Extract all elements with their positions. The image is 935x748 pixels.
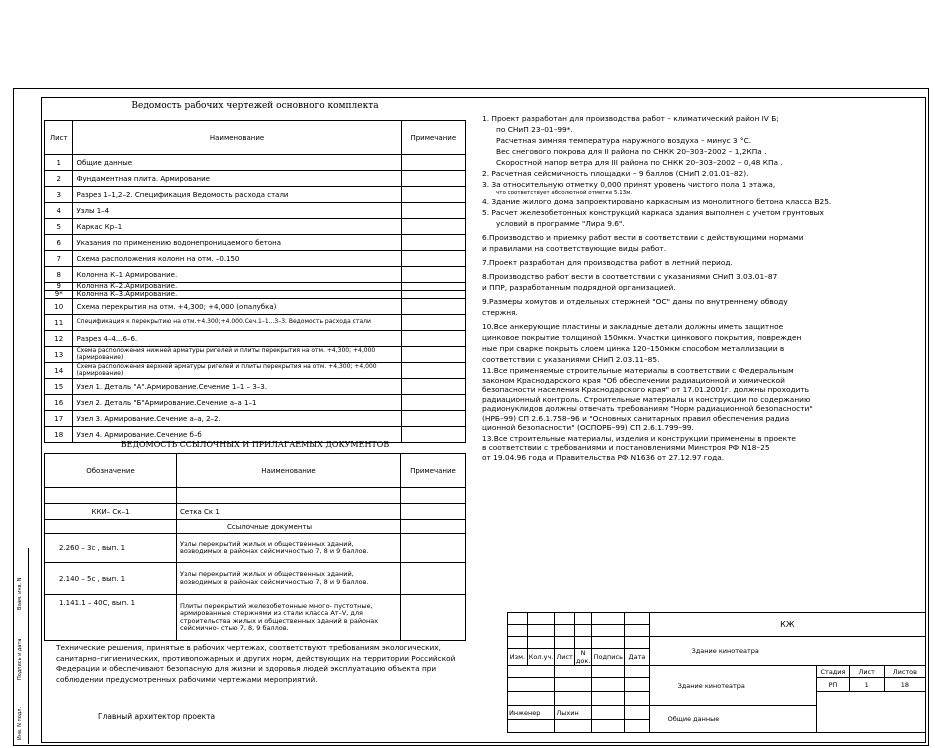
sheet-name: Спецификация к перекрытию на отм.+4.300;+4.000.Сеч.1–1...3–3. Ведомость расхода стали <box>73 315 401 331</box>
sheet-note <box>401 219 465 235</box>
sheet-number: 11 <box>45 315 73 331</box>
cell <box>508 613 528 625</box>
cell <box>508 625 528 637</box>
sheet-note <box>401 411 465 427</box>
ref-name: Плиты перекрытий железобетонные много- пустотные, армированные стержнями из стали класса Ат–V, для строительства жилых и общественных зданий в районах сейсмично- стью 7, 8, 9 баллов. <box>177 595 401 641</box>
sheet-row <box>45 331 466 347</box>
note-line: 13.Все строительные материалы, изделия и конструкции применены в проекте <box>482 433 796 443</box>
ref-code: 2.140 – 5с , вып. 1 <box>45 563 177 595</box>
sheet-name: Общие данные <box>73 155 401 171</box>
sheet-name: Узел 1. Деталь "А".Армирование.Сечение 1–1 – 3–3. <box>73 379 401 395</box>
code-cell: КЖ <box>649 613 925 637</box>
sheet-row <box>45 379 466 395</box>
sheet-row <box>45 203 466 219</box>
note-line: безопасности населения Краснодарского края" от 17.01.2001г. должны проходить <box>482 385 810 394</box>
cell <box>574 637 591 649</box>
sheet-number: 7 <box>45 251 73 267</box>
note-line: 8.Производство работ вести в соответствии с указаниями СНиП 3.03.01–87 <box>482 272 778 281</box>
note-line: радиационный контроль. Строительные материалы и конструкции по содержанию <box>482 394 811 404</box>
note-line: 10.Все анкерующие пластины и закладные детали должны иметь защитное <box>482 322 784 331</box>
sheet-list-title: Ведомость рабочих чертежей основного комплекта <box>131 101 379 111</box>
sheet-number: 12 <box>45 331 73 347</box>
cell <box>592 706 625 720</box>
tb-row <box>508 613 926 625</box>
note-line: ные при сварке покрыть слоем цинка 120–150мкм способом металлизации в <box>482 344 785 353</box>
cell <box>401 504 466 520</box>
cell <box>592 625 625 637</box>
sheet-row <box>45 171 466 187</box>
sheet-number: 10 <box>45 299 73 315</box>
ref-row <box>45 595 466 641</box>
cell <box>401 534 466 563</box>
note-line: условий в программе "Лира 9.6". <box>496 219 625 228</box>
ref-docs <box>44 437 466 641</box>
ref-docs-header <box>45 454 466 488</box>
note-line: 2. Расчетная сейсмичность площадки – 9 баллов (СНиП 2.01.01–82). <box>482 169 749 178</box>
sheet-note <box>401 315 465 331</box>
sheet-number: 5 <box>45 219 73 235</box>
sheets-value: 18 <box>884 678 925 692</box>
cell <box>625 666 649 678</box>
cell <box>592 637 625 649</box>
sheet-number: 4 <box>45 203 73 219</box>
sheet-number: 9 <box>45 283 73 291</box>
sheet-note <box>401 235 465 251</box>
sheet-number: 16 <box>45 395 73 411</box>
general-notes <box>482 113 922 462</box>
ref-col-name: Наименование <box>177 454 401 488</box>
section-label: Ссылочные документы <box>177 520 401 534</box>
rev-h: Изм. <box>508 649 528 666</box>
sheet-row <box>45 219 466 235</box>
sheet-name: Узел 3. Армирование.Сечение а–а, 2–2. <box>73 411 401 427</box>
sheet-number: 2 <box>45 171 73 187</box>
engineer-role: Инженер <box>508 706 555 720</box>
cell <box>555 666 592 678</box>
side-label-sign: Подпись и дата <box>17 638 23 680</box>
cell <box>555 678 592 692</box>
col-name: Наименование <box>73 121 401 155</box>
note-line: Вес снегового покрова для II района по СНКК 20–303–2002 – 1,2КПа . <box>496 147 767 156</box>
ref-row <box>45 534 466 563</box>
sheet-name: Разрез 4–4...6–6. <box>73 331 401 347</box>
rev-h: Кол.уч. <box>527 649 555 666</box>
cell <box>508 666 555 678</box>
sheet-list <box>44 98 466 443</box>
note-line: Скоростной напор ветра для III района по СНКК 20–303–2002 – 0,48 КПа . <box>496 158 783 167</box>
sheet-name: Колонна К–1 Армирование. <box>73 267 401 283</box>
tb-row <box>508 666 926 678</box>
cell <box>592 666 625 678</box>
attached-code: ККИ– Ск–1 <box>45 504 177 520</box>
cell <box>401 595 466 641</box>
sheet-note <box>401 395 465 411</box>
sheet-note <box>401 347 465 363</box>
note-line: 11.Все применяемые строительные материалы в соответствии с Федеральным <box>482 366 794 375</box>
sheet-number: 13 <box>45 347 73 363</box>
sheet-row <box>45 411 466 427</box>
cell <box>555 613 574 625</box>
sheet-row <box>45 155 466 171</box>
note-line: 6.Производство и приемку работ вести в соответствии с действующими нормами <box>482 233 804 242</box>
sheet-row <box>45 299 466 315</box>
title-block <box>507 612 926 743</box>
sheet-title: Общие данные <box>649 706 817 733</box>
cell <box>555 625 574 637</box>
sheet-row <box>45 235 466 251</box>
sheet-name: Каркас Кр–1 <box>73 219 401 235</box>
sheet-note <box>401 363 465 379</box>
cell <box>401 520 466 534</box>
sheet-name: Схема расположения верхней арматуры ригелей и плиты перекрытия на отм. +4,300; +4,000 (армирование) <box>73 363 401 379</box>
ref-docs-title: ВЕДОМОСТЬ ССЫЛОЧНЫХ И ПРИЛАГАЕМЫХ ДОКУМЕНТОВ <box>120 440 390 449</box>
sheet-note <box>401 283 465 291</box>
sheet-name: Колонна К–3.Армирование. <box>73 291 401 299</box>
cell <box>527 637 555 649</box>
ref-name: Узлы перекрытий жилых и общественных зданий, возводимых в районах сейсмичностью 7, 8 и 9 баллов. <box>177 534 401 563</box>
sheet-row <box>45 347 466 363</box>
cell <box>401 563 466 595</box>
cell <box>527 625 555 637</box>
stage-h: Стадия <box>817 666 849 678</box>
note-line: что соответствует абсолютной отметке 5.13м. <box>496 190 633 196</box>
stage-value: РП <box>817 678 849 692</box>
rev-h: Лист <box>555 649 574 666</box>
sheet-number: 17 <box>45 411 73 427</box>
sheet-note <box>401 155 465 171</box>
sheet-value: 1 <box>849 678 884 692</box>
sheet-row <box>45 267 466 283</box>
sheet-name: Узлы 1–4 <box>73 203 401 219</box>
cell <box>592 692 625 706</box>
sheet-row <box>45 315 466 331</box>
sheet-name: Указания по применению водонепроницаемого бетона <box>73 235 401 251</box>
sheet-note <box>401 299 465 315</box>
sheet-number: 14 <box>45 363 73 379</box>
sheet-note <box>401 251 465 267</box>
note-line: 7.Проект разработан для производства работ в летний период. <box>482 258 733 267</box>
rev-h: Подпись <box>592 649 625 666</box>
cell <box>592 678 625 692</box>
note-line: 4. Здание жилого дома запроектировано каркасным из монолитного бетона класса В25. <box>482 197 832 206</box>
note-line: 3. За относительную отметку 0,000 принят уровень чистого пола 1 этажа, <box>482 180 776 189</box>
sheet-note <box>401 187 465 203</box>
ref-col-code: Обозначение <box>45 454 177 488</box>
cell <box>508 692 555 706</box>
sheet-row <box>45 291 466 299</box>
spacer-row <box>45 488 466 504</box>
stage-h: Листов <box>884 666 925 678</box>
cell <box>508 637 528 649</box>
sheet-name: Схема перекрытия на отм. +4,300; +4,000 (опалубка) <box>73 299 401 315</box>
object-cell: Здание кинотеатра <box>649 637 925 666</box>
cell <box>508 678 555 692</box>
cell <box>625 613 649 625</box>
title-block-table <box>507 612 926 733</box>
note-line: и правилами на соответствующие виды работ. <box>482 244 667 253</box>
sheet-number: 1 <box>45 155 73 171</box>
note-line: 5. Расчет железобетонных конструкций каркаса здания выполнен с учетом грунтовых <box>482 208 824 217</box>
note-line: стержня. <box>482 308 518 317</box>
sheet-row <box>45 187 466 203</box>
note-line: (НРБ–99) СП 2.6.1.758–96 и "Основных санитарных правил обеспечения радиа <box>482 413 790 423</box>
rev-h: N док. <box>575 649 591 665</box>
cell <box>45 488 177 504</box>
cell <box>508 720 555 733</box>
sheet-number: 6 <box>45 235 73 251</box>
decision-text: Технические решения, принятые в рабочих чертежах, соответствуют требованиям экологических, санитарно–гигиенических, противопожарных и других норм, действующих на территории Российской Федерации и обеспечивают безопасную для жизни и здоровья людей эксплуатацию объекта при соблюдении предусмотренных рабочими чертежами мероприятий. <box>56 643 456 684</box>
cell <box>625 706 649 720</box>
sheet-number: 3 <box>45 187 73 203</box>
col-sheet: Лист <box>45 121 73 155</box>
stage-h: Лист <box>849 666 884 678</box>
sheet-note <box>401 171 465 187</box>
cell <box>625 678 649 692</box>
note-line: цинковое покрытие толщиной 150мкм. Участки цинкового покрытия, поврежден <box>482 333 802 342</box>
building-cell: Здание кинотеатра <box>649 666 817 706</box>
note-line: от 19.04.96 года и Правительства РФ N1636 от 27.12.97 года. <box>482 452 725 462</box>
sheet-row <box>45 395 466 411</box>
cell <box>527 613 555 625</box>
section-row <box>45 520 466 534</box>
sheet-note <box>401 331 465 347</box>
chief-architect: Главный архитектор проекта <box>98 712 216 721</box>
tb-row <box>508 637 926 649</box>
cell <box>574 625 591 637</box>
sheet-row <box>45 363 466 379</box>
sheet-note <box>401 203 465 219</box>
cell <box>574 613 591 625</box>
cell <box>625 625 649 637</box>
cell <box>592 613 625 625</box>
note-line: 9.Размеры хомутов и отдельных стержней "ОС" даны по внутреннему обводу <box>482 297 788 306</box>
ref-row <box>45 563 466 595</box>
sheet-name: Узел 4. Армирование.Сечение б–б <box>73 427 401 443</box>
sheet-note <box>401 267 465 283</box>
engineer-name: Лыхин <box>555 706 592 720</box>
sheet-list-table <box>44 120 466 443</box>
sheet-name: Узел 2. Деталь "Б"Армирование.Сечение а–а 1–1 <box>73 395 401 411</box>
sheet-number: 9* <box>45 291 73 299</box>
sheet-row <box>45 251 466 267</box>
note-line: и ППР, разработанным подрядной организацией. <box>482 283 676 292</box>
note-line: радионуклидов должны отвечать требованиям "Норм радиационной безопасности" <box>482 404 813 413</box>
note-line: в соответствии с требованиями и постановлениями Минстроя РФ N18–25 <box>482 443 770 452</box>
note-line: Расчетная зимняя температура наружного воздуха – минус 3 °С. <box>496 136 752 145</box>
cell <box>625 637 649 649</box>
cell <box>592 720 625 733</box>
sheet-list-header <box>45 121 466 155</box>
ref-col-note: Примечание <box>401 454 466 488</box>
col-note: Примечание <box>401 121 465 155</box>
ref-code: 2.260 – 3с , вып. 1 <box>45 534 177 563</box>
cell <box>555 692 592 706</box>
side-label-inv: Инв. N подл. <box>17 706 23 740</box>
side-label-replace: Взам. инв. N <box>17 577 23 610</box>
cell <box>555 637 574 649</box>
rev-h: Дата <box>625 649 649 666</box>
note-line: ционной безопасности" (ОСПОРБ–99) СП 2.6.1.799–99. <box>482 423 694 432</box>
note-line: законом Краснодарского края "Об обеспечении радиационной и химической <box>482 375 785 385</box>
cell <box>555 720 592 733</box>
note-line: соответствии с указаниями СНиП 2.03.11–85. <box>482 355 660 364</box>
note-line: по СНиП 23–01–99*. <box>496 125 573 134</box>
sheet-name: Схема расположения колонн на отм. –0.150 <box>73 251 401 267</box>
ref-code: 1.141.1 – 40С, вып. 1 <box>45 595 177 641</box>
cell <box>817 692 926 733</box>
sheet-name: Схема расположения нижней арматуры ригелей и плиты перекрытия на отм. +4,300; +4,000 (армирование) <box>73 347 401 363</box>
ref-name: Узлы перекрытий жилых и общественных зданий, возводимых в районах сейсмичностью 7, 8 и 9 баллов. <box>177 563 401 595</box>
sheet-name: Фундаментная плита. Армирование <box>73 171 401 187</box>
sheet-name: Разрез 1–1,2–2. Спецификация Ведомость расхода стали <box>73 187 401 203</box>
sheet-note <box>401 291 465 299</box>
sheet-name: Колонна К–2.Армирование. <box>73 283 401 291</box>
attached-row <box>45 504 466 520</box>
sheet-note <box>401 379 465 395</box>
cell <box>625 720 649 733</box>
cell <box>45 520 177 534</box>
ref-docs-table <box>44 453 466 641</box>
sheet-number: 15 <box>45 379 73 395</box>
sheet-number: 18 <box>45 427 73 443</box>
cell <box>625 692 649 706</box>
attached-name: Сетка Ск 1 <box>177 504 401 520</box>
sheet-number: 8 <box>45 267 73 283</box>
note-line: 1. Проект разработан для производства работ – климатический район IV Б; <box>482 114 779 123</box>
cell <box>401 488 466 504</box>
cell <box>177 488 401 504</box>
